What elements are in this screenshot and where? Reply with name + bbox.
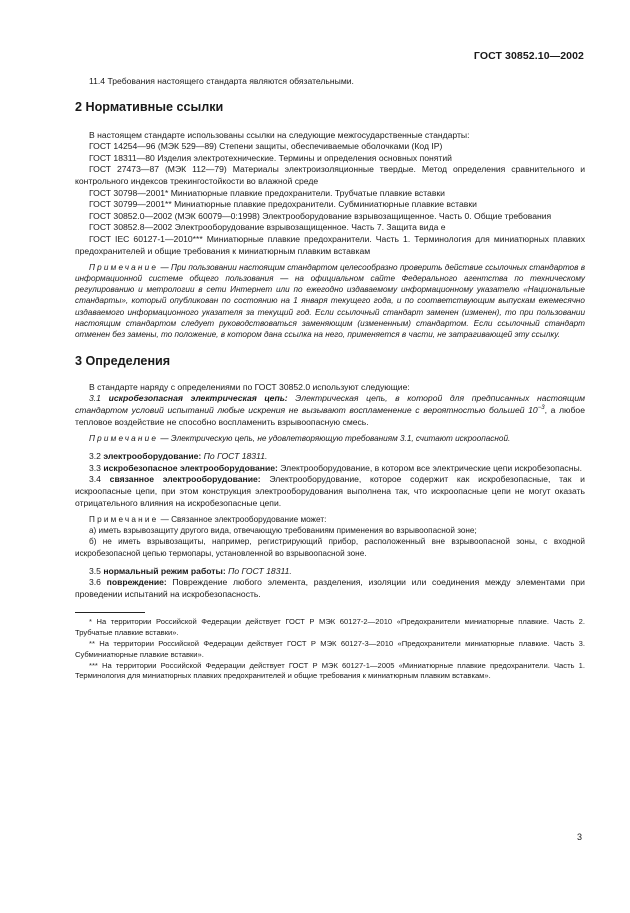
definition-number: 3.4	[89, 474, 101, 485]
exponent: −3	[537, 405, 545, 412]
definition-text: По ГОСТ 18311.	[201, 451, 268, 462]
definition-term: нормальный режим работы:	[103, 565, 226, 576]
footnote-divider	[75, 612, 145, 613]
definition-text: Электрическая цепь, в которой для предписанных настоящим стандартом условий испытаний любые искрения не вызывают воспламенение с вероятностью большей 10	[75, 393, 585, 415]
definition-number: 3.2	[89, 451, 101, 462]
ref-gost-30798: ГОСТ 30798—2001* Миниатюрные плавкие предохранители. Трубчатые плавкие вставки	[89, 187, 445, 198]
definition-text: По ГОСТ 18311.	[225, 565, 292, 576]
page-number: 3	[576, 832, 582, 842]
definition-text: Электрооборудование, которое содержит как искробезопасные, так и искроопасные цепи, при этом конструкция электрооборудования выполнена так, что искроопасные цепи не могут оказать отрицательного влияния на искробезопасные цепи.	[75, 474, 585, 508]
definition-3-3	[75, 463, 585, 475]
note-3-4	[75, 514, 585, 525]
section-3-intro: В стандарте наряду с определениями по ГОСТ 30852.0 используют следующие:	[89, 381, 410, 392]
definition-term: связанное электрооборудование:	[109, 474, 261, 485]
section-2-intro: В настоящем стандарте использованы ссылки на следующие межгосударственные стандарты:	[89, 129, 470, 140]
definition-3-6	[75, 577, 585, 600]
note-label: Примечание	[89, 263, 159, 273]
section-3-heading: 3 Определения	[75, 353, 171, 368]
definition-number: 3.6	[89, 577, 101, 588]
note-label: Примечание	[89, 434, 159, 444]
ref-gost-iec-60127-1: ГОСТ IEC 60127-1—2010*** Миниатюрные плавкие предохранители. Часть 1. Терминология для миниатюрных плавких предохранителей и общие требования к миниатюрным плавким вставкам	[75, 233, 585, 256]
note-3-4-item-a: а) иметь взрывозащиту другого вида, отвечающую требованиям применения во взрывоопасной зоне;	[89, 526, 477, 536]
definition-term: искробезопасная электрическая цепь:	[108, 393, 288, 404]
definition-3-4	[75, 474, 585, 509]
footnote-3: *** На территории Российской Федерации действует ГОСТ Р МЭК 60127-1—2005 «Миниатюрные плавкие предохранители. Часть 1. Терминология для миниатюрных плавких предохранителей и общие требования к миниатюрным плавким вставкам».	[75, 661, 585, 681]
clause-11-4: 11.4 Требования настоящего стандарта являются обязательными.	[89, 76, 354, 86]
section-2-note	[75, 262, 585, 340]
definition-term: электрооборудование:	[103, 451, 202, 462]
definition-text: Электрооборудование, в котором все электрические цепи искробезопасны.	[277, 462, 583, 473]
ref-gost-14254: ГОСТ 14254—96 (МЭК 529—89) Степени защиты, обеспечиваемые оболочками (Код IP)	[89, 141, 443, 152]
ref-gost-30799: ГОСТ 30799—2001** Миниатюрные плавкие предохранители. Субминиатюрные плавкие вставки	[89, 199, 477, 210]
note-label: Примечание	[89, 515, 159, 525]
ref-gost-30852-8: ГОСТ 30852.8—2002 Электрооборудование взрывозащищенное. Часть 7. Защита вида е	[89, 222, 446, 233]
section-2-heading: 2 Нормативные ссылки	[75, 99, 224, 114]
ref-gost-30852-0: ГОСТ 30852.0—2002 (МЭК 60079—0:1998) Электрооборудование взрывозащищенное. Часть 0. Общие требования	[89, 210, 552, 221]
definition-number: 3.5	[89, 565, 101, 576]
footnote-2: ** На территории Российской Федерации действует ГОСТ Р МЭК 60127-3—2010 «Предохранители миниатюрные плавкие. Часть 3. Субминиатюрные плавкие вставки».	[75, 639, 585, 659]
note-3-1	[75, 433, 585, 444]
footnote-1: * На территории Российской Федерации действует ГОСТ Р МЭК 60127-2—2010 «Предохранители миниатюрные плавкие. Часть 2. Трубчатые плавкие вставки».	[75, 617, 585, 637]
definition-number: 3.1	[89, 393, 101, 404]
definition-term: искробезопасное электрооборудование:	[103, 462, 278, 473]
definition-3-5	[75, 566, 585, 578]
page-content	[75, 76, 585, 682]
document-code-header: ГОСТ 30852.10—2002	[473, 50, 584, 62]
note-3-4-item-b: б) не иметь взрывозащиты, например, регистрирующий прибор, расположенный вне взрывоопасной зоны, с входной искробезопасной цепью термопары, установленной во взрывоопасной зоне.	[75, 537, 585, 558]
note-text: — При пользовании настоящим стандартом целесообразно проверить действие ссылочных стандартов в информационной системе общего пользования — на официальном сайте Федерального агентства по техническому регулированию и метрологии в сети Интернет или по ежегодно издаваемому информационному указателю «Национальные стандарты», который опубликован по состоянию на 1 января текущего года, и по соответствующим выпускам ежемесячно издаваемого информационного указателя за текущий год. Если ссылочный стандарт заменен (изменен), то при пользовании настоящим стандартом следует руководствоваться заменяющим (измененным) стандартом. Если ссылочный стандарт отменен без замены, то положение, в котором дана ссылка на него, применяется в части, не затрагивающей эту ссылку.	[75, 263, 585, 339]
definition-3-1	[75, 393, 585, 428]
definition-3-2	[75, 451, 585, 463]
note-text: — Связанное электрооборудование может:	[158, 515, 327, 525]
definition-number: 3.3	[89, 462, 101, 473]
ref-gost-18311: ГОСТ 18311—80 Изделия электротехнические. Термины и определения основных понятий	[89, 152, 452, 163]
note-text: — Электрическую цепь, не удовлетворяющую требованиям 3.1, считают искроопасной.	[158, 434, 511, 444]
definition-tail: , а любое тепловое воздействие не способно воспламенить взрывоопасную смесь.	[75, 404, 585, 427]
definition-text: Повреждение любого элемента, разделения, изоляции или соединения между элементами при проведении испытаний на искробезопасность.	[75, 577, 585, 599]
ref-gost-27473: ГОСТ 27473—87 (МЭК 112—79) Материалы электроизоляционные твердые. Метод определения сравнительного и контрольного индексов трекингостойкости во влажной среде	[75, 164, 585, 186]
definition-term: повреждение:	[106, 577, 167, 588]
